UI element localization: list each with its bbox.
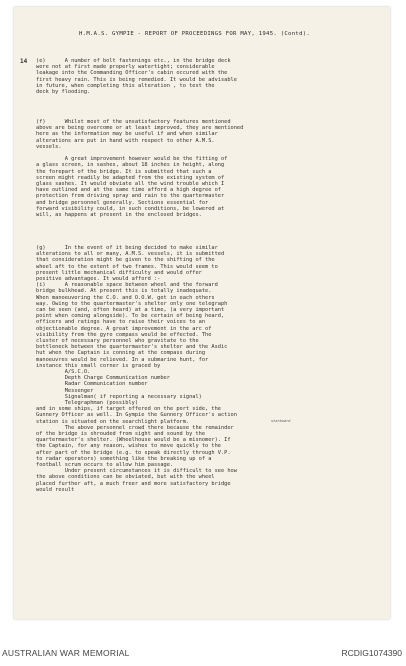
text-line: present little mechanical difficulty and would offer xyxy=(36,269,202,276)
text-line: station is situated on the searchlight platform. xyxy=(36,418,190,425)
text-line: and in some ships, if target offered on the port side, the xyxy=(36,406,221,413)
text-line: that consideration might be given to the shifting of the xyxy=(36,257,215,264)
text-line: Messenger xyxy=(36,387,94,394)
text-line: (e) A number of bolt fastenings etc., in the bridge deck xyxy=(36,58,231,64)
text-line: the above conditions can be obviated, but with the wheel xyxy=(36,474,215,481)
text-line: bottleneck between the quartermaster's shelter and the Asdic xyxy=(36,344,228,351)
document-body xyxy=(14,7,390,619)
text-line: alterations to all or many, A.M.S. vessels, it is submitted xyxy=(36,251,225,258)
text-line: The above personnel crowd there because the remainder xyxy=(36,424,234,431)
text-line: Depth Charge Communication number xyxy=(36,375,170,382)
text-line: and bridge personnel generally. Sections essential for xyxy=(36,199,209,206)
text-line: hut when the Captain is conning at the compass during xyxy=(36,350,206,357)
text-line: cluster of necessary personnel who gravitate to the xyxy=(36,338,199,344)
footer-source: AUSTRALIAN WAR MEMORIAL xyxy=(2,648,130,658)
page-header: H.M.A.S. GYMPIE - REPORT OF PROCEEDINGS FOR MAY, 1945. (Contd). xyxy=(79,31,311,37)
text-line: protection from driving spray and rain to the quartermaster xyxy=(36,193,225,200)
text-line: (i) A reasonable space between wheel and the forward xyxy=(36,282,218,289)
text-line: the Captain, for any reason, wishes to move quickly to the xyxy=(36,443,221,450)
text-line: Signalman( if reporting a necessary signal) xyxy=(36,393,202,400)
text-line: bridge bulkhead. At present this is totally inadequate. xyxy=(36,288,212,295)
text-line: (g) In the event of it being decided to make similar xyxy=(36,245,218,251)
text-line: deck by flooding. xyxy=(36,89,91,95)
text-line: here as the information may be useful if and when similar xyxy=(36,131,218,138)
text-line: after part of the bridge (e.g. to speak directly through V.P. xyxy=(36,449,231,456)
text-line: Telegraphman (possibly) xyxy=(36,400,139,406)
archive-footer xyxy=(0,636,406,666)
text-line: would result xyxy=(36,486,75,493)
text-line: the forepart of the bridge. It is submitted that such a xyxy=(36,168,212,175)
text-line: in future, when completing this alteration , to test the xyxy=(36,82,215,89)
text-line: instance this small corner is graced by xyxy=(36,362,161,369)
document-page xyxy=(14,7,390,619)
text-line: visibility from the gyro compass would be effected. The xyxy=(36,331,212,338)
text-line: positive advantages. It would afford :- xyxy=(36,276,161,282)
text-line: officers and ratings have to raise their voices to an xyxy=(36,319,206,326)
text-line: wheel aft to the extent of two frames. This would seem to xyxy=(36,263,218,270)
text-line: leakage into the Commanding Officer's cabin occured with the xyxy=(36,70,228,77)
text-line: screen might readily be adapted from the existing system of xyxy=(36,174,225,181)
text-line: objectionable degree. A great improvement in the arc of xyxy=(36,325,212,332)
text-line: forward visibility could, in such conditions, be lowered at xyxy=(36,205,225,212)
text-line: alterations are put in hand with respect to other A.M.S. xyxy=(36,137,215,144)
text-line: of the bridge is shrouded from sight and sound by the xyxy=(36,431,206,437)
text-line: football scrum occurs to allow him passage. xyxy=(36,462,174,468)
paragraph-number: 14 xyxy=(20,58,28,65)
text-line: were not at first made properly watertight; considerable xyxy=(36,64,215,71)
text-line: vessels. xyxy=(36,143,62,150)
text-line: Gunnery Officer as well. In Gympie the Gunnery Officer's action xyxy=(36,412,237,419)
text-line: quartermaster's shelter. (Wheelhouse would be a misnomer). If xyxy=(36,437,231,444)
text-line: When manoeuvering the C.O. and O.O.W. get in each others xyxy=(36,294,215,301)
footer-reference: RCDIG1074390 xyxy=(341,648,402,658)
text-line: will, as happens at present in the enclosed bridges. xyxy=(36,212,202,218)
text-line: way. Owing to the quartermaster's shelter only one telegraph xyxy=(36,300,228,307)
text-line: can be seen (and, often heard) at a time, (a very important xyxy=(36,307,225,313)
text-line: A/S.C.O. xyxy=(36,369,91,375)
text-line: have outlined and at the same time afford a high degree of xyxy=(36,187,221,194)
text-line: glass sashes. It would obviate all the wind trouble which I xyxy=(36,181,225,187)
text-line: A great improvement however would be the fitting of xyxy=(36,156,228,163)
text-line: manoeuvres would be relieved. In a submarine hunt, for xyxy=(36,356,209,363)
text-line: Radar Communication number xyxy=(36,381,148,388)
handwritten-correction: starboard xyxy=(271,419,291,423)
text-line: Under present circumstances it is difficult to see how xyxy=(36,468,237,475)
text-line: first heavy rain. This is being remedied. It would be advisable xyxy=(36,76,237,83)
text-line: to radar operators) something like the breaking up of a xyxy=(36,455,212,462)
text-line: point when coming alongside). To be certain of being heard, xyxy=(36,313,225,320)
text-line: (f) Whilst most of the unsatisfactory features mentioned xyxy=(36,119,231,125)
text-line: placed further aft, a much freer and more satisfactory bridge xyxy=(36,480,231,487)
text-line: a glass screen, in sashes, about 18 inches in height, along xyxy=(36,162,225,169)
text-line: above are being overcome or at least improved, they are mentioned xyxy=(36,125,244,132)
